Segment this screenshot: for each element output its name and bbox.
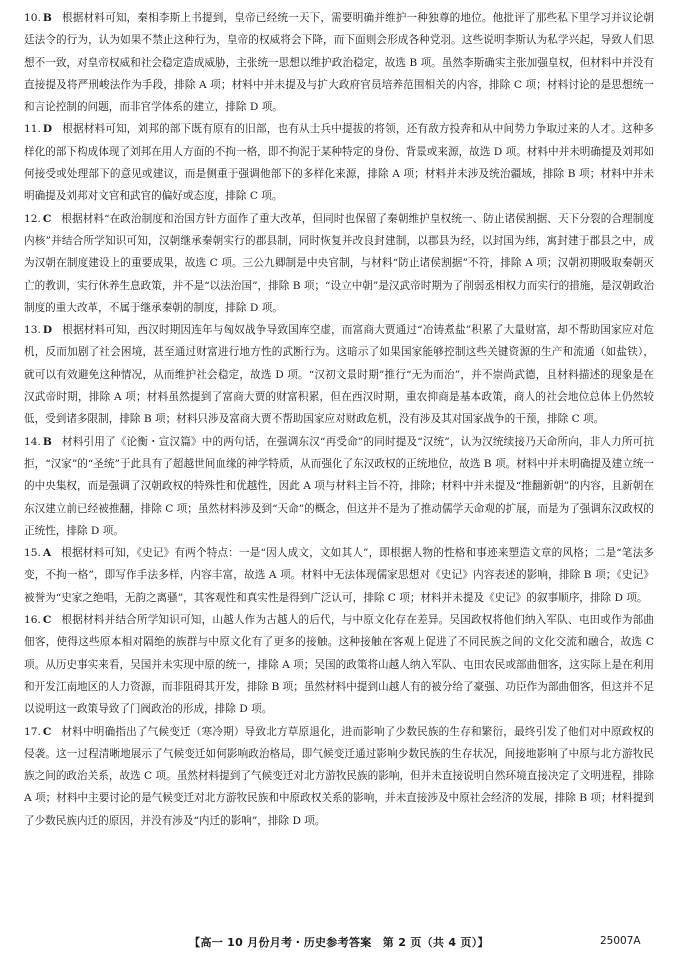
- footer-title: 【高一 10 月份月考・历史参考答案 第 2 页（共 4 页）】: [189, 936, 489, 949]
- question-number: 16.: [24, 614, 41, 627]
- answer-paragraph: [24, 7, 654, 118]
- explanation-text: 根据材料“在政治制度和治国方针方面作了重大改革，但同时也保留了秦朝维护皇权统一、防止诸侯割据、天下分裂的合理制度内核”并结合所学知识可知，汉朝继承秦朝实行的郡县制，同时恢复并改良封建制，以郡县为经，以封国为纬，寓封建于郡县之中，成为汉朝在制度建设上的重要成果，故选 C 项。三公九卿制是中央官制，与材料“防止诸侯割据”不符，排除 A 项；汉朝初期吸取秦朝灭亡的教训，实行休养生息政策，并不是“以法治国”，排除 B 项；“设立中朝”是汉武帝时期为了削弱丞相权力而实行的措施，是汉朝政治制度的重大改革，不属于继承秦朝的制度，排除 D 项。: [24, 212, 654, 314]
- answer-letter: D: [42, 123, 53, 136]
- explanation-text: 材料引用了《论衡・宣汉篇》中的两句话，在强调东汉“再受命”的同时提及“汉统”，认为汉统续接乃天命所向，非人力所可抗拒，“汉家”的“圣统”于此具有了超越世间血缘的神学特质，从而强化了东汉政权的正统地位，故选 B 项。材料中并未明确提及建立统一的中央集权，而是强调了汉朝政权的特殊性和优越性，因此 A 项与材料主旨不符，排除；材料中并未提及“推翻新朝”的内容，且新朝在东汉建立前已经被推翻，排除 C 项；虽然材料涉及到“天命”的概念，但这并不是为了推动儒学天命观的扩展，而是为了强调东汉政权的正统性，排除 D 项。: [24, 435, 654, 537]
- answer-item-10: [24, 7, 654, 118]
- answer-item-11: [24, 118, 654, 207]
- answer-item-13: [24, 319, 654, 430]
- answer-paragraph: [24, 609, 654, 720]
- question-number: 14.: [24, 435, 41, 448]
- answer-paragraph: [24, 721, 654, 832]
- explanation-text: 根据材料可知，西汉时期因连年与匈奴战争导致国库空虚，而富商大贾通过“冶铸煮盐”积累了大量财富，却不帮助国家应对危机，反而加剧了社会困境，甚至通过财富进行地方性的武断行为。这暗示了如果国家能够控制这些关键资源的生产和流通（如盐铁），就可以有效避免这种情况，从而维护社会稳定，故选 D 项。“汉初文景时期”推行“无为而治”，并不崇尚武德，且材料描述的现象是在汉武帝时期，排除 A 项；材料虽然提到了富商大贾的财富积累，但在西汉时期，重农抑商是基本政策，商人的社会地位总体上仍然较低，受到诸多限制，排除 B 项；材料只涉及富商大贾不帮助国家应对财政危机，没有涉及其对国家战争的干预，排除 C 项。: [24, 324, 654, 426]
- explanation-text: 根据材料可知，《史记》有两个特点：一是“因人成文，文如其人”，即根据人物的性格和事迹来塑造文章的风格；二是“笔法多变，不拘一格”，即写作手法多样，内容丰富，故选 A 项。材料中无法体现儒家思想对《史记》内容表述的影响，排除 B 项；《史记》被誉为“史家之绝唱，无韵之离骚”，其客观性和真实性是得到广泛认可，排除 C 项；材料并未提及《史记》的叙事顺序，排除 D 项。: [24, 547, 654, 604]
- answer-letter: C: [42, 725, 52, 738]
- question-number: 15.: [24, 547, 41, 560]
- question-number: 12.: [24, 212, 41, 225]
- question-number: 13.: [24, 324, 41, 337]
- explanation-text: 根据材料可知，刘邦的部下既有原有的旧部，也有从士兵中提拔的将领，还有敌方投奔和从中间势力争取过来的人才。这种多样化的部下构成体现了刘邦在用人方面的不拘一格，即不拘泥于某种特定的身份、背景或来源，故选 D 项。材料中并未明确提及刘邦如何接受或处理部下的意见或建议，而是侧重于强调他部下的多样化来源，排除 A 项；材料并未涉及统治疆域，排除 B 项；材料中并未明确提及刘邦对文官和武官的偏好或态度，排除 C 项。: [24, 123, 654, 203]
- answer-item-12: [24, 208, 654, 319]
- question-number: 17.: [24, 725, 41, 738]
- answer-paragraph: [24, 542, 654, 609]
- answer-item-17: [24, 721, 654, 832]
- question-number: 10.: [24, 12, 41, 24]
- answer-letter: D: [42, 324, 53, 337]
- explanation-text: 材料中明确指出了气候变迁（寒冷期）导致北方草原退化，进而影响了少数民族的生存和繁衍，最终引发了他们对中原政权的侵袭。这一过程清晰地展示了气候变迁如何影响政治格局，即气候变迁通过影响少数民族的生存状况，间接地影响了中原与北方游牧民族之间的政治关系，故选 C 项。虽然材料提到了气候变迁对北方游牧民族的影响，但并未直接说明自然环境直接决定了文明进程，排除 A 项；材料中主要讨论的是气候变迁对北方游牧民族和中原政权关系的影响，并未直接涉及中原社会经济的发展，排除 B 项；材料提到了少数民族内迁的原因，并没有涉及“内迁的影响”，排除 D 项。: [24, 725, 654, 827]
- answer-paragraph: [24, 208, 654, 319]
- answer-letter: A: [42, 547, 52, 560]
- question-number: 11.: [24, 123, 41, 136]
- answer-letter: B: [42, 12, 52, 24]
- explanation-text: 根据材料并结合所学知识可知，山越人作为古越人的后代，与中原文化存在差异。吴国政权将他们纳入军队、屯田或作为部曲佃客，使得这些原本相对隔绝的族群与中原文化有了更多的接触。这种接触在客观上促进了不同民族之间的文化交流和融合，故选 C 项。从历史事实来看，吴国并未实现中原的统一，排除 A 项；吴国的政策将山越人纳入军队、屯田农民或部曲佃客，这实际上是在利用和开发江南地区的人力资源，而非阻碍其开发，排除 B 项；虽然材料中提到山越人有的被分给了豪强、功臣作为部曲佃客，但这并不足以说明这一政策导致了门阀政治的形成，排除 D 项。: [24, 614, 654, 716]
- answer-letter: C: [42, 212, 52, 225]
- answer-list: [24, 7, 654, 832]
- explanation-text: 根据材料可知，秦相李斯上书提到，皇帝已经统一天下，需要明确并维护一种独尊的地位。他批评了那些私下里学习并议论朝廷法令的行为，认为如果不禁止这种行为，皇帝的权威将会下降，而下面则会形成各种党羽。这些说明李斯认为私学兴起，导致人们思想不一致，对皇帝权威和社会稳定造成威胁，主张统一思想以维护政治稳定，故选 B 项。虽然李斯确实主张加强皇权，但材料中并没有直接提及将严刑峻法作为手段，排除 A 项；材料中并未提及与扩大政府官员培养范围相关的内容，排除 C 项；材料讨论的是思想统一和言论控制的问题，而非官学体系的建立，排除 D 项。: [24, 12, 654, 114]
- answer-paragraph: [24, 431, 654, 542]
- answer-paragraph: [24, 118, 654, 207]
- answer-item-14: [24, 431, 654, 542]
- document-code: 25007A: [600, 935, 641, 947]
- page-footer: [0, 934, 677, 954]
- answer-letter: C: [42, 614, 52, 627]
- answer-item-15: [24, 542, 654, 609]
- answer-paragraph: [24, 319, 654, 430]
- answer-letter: B: [42, 435, 52, 448]
- answer-item-16: [24, 609, 654, 720]
